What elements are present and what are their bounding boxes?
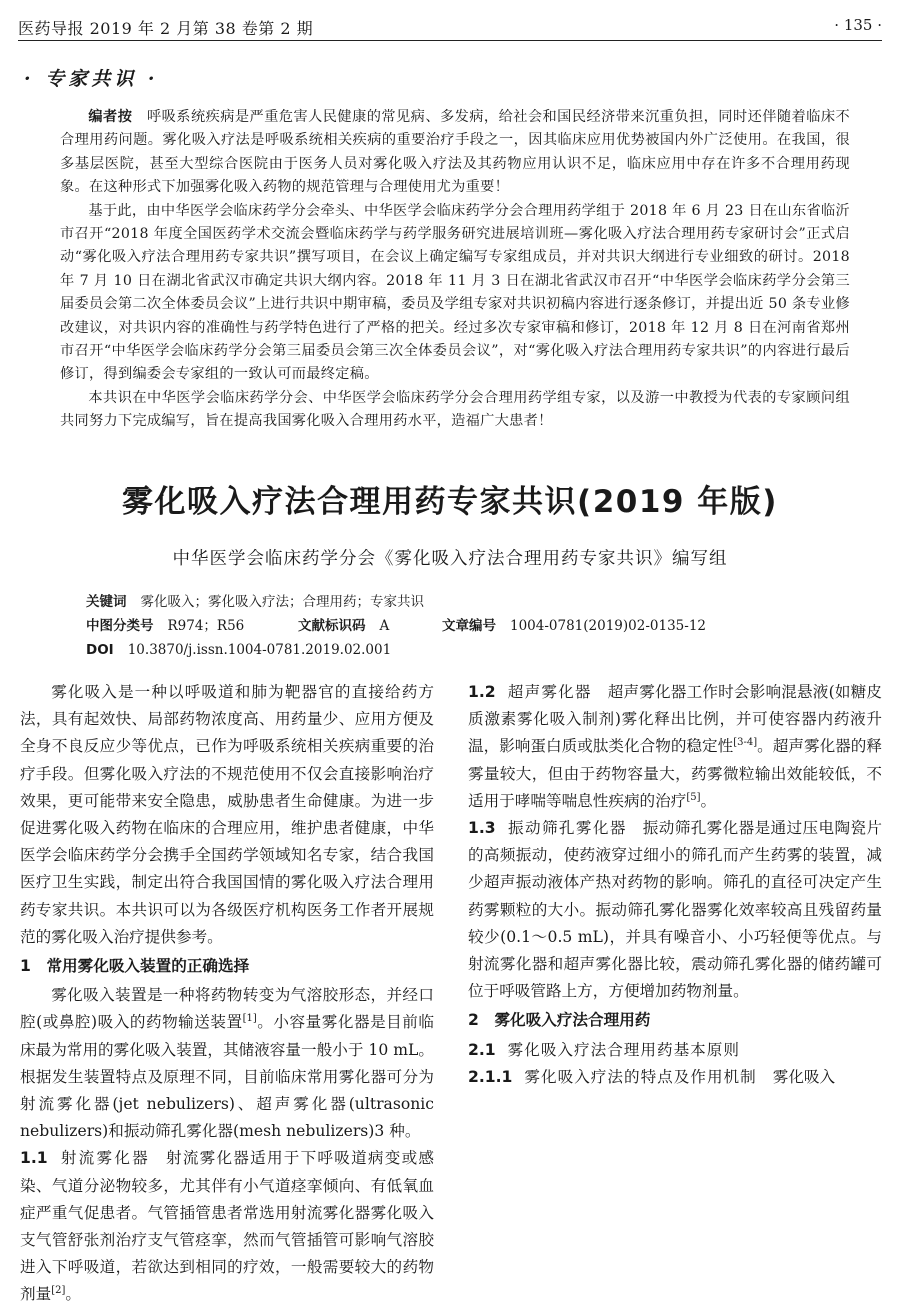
section-1-1-number: 1.1 bbox=[20, 1149, 48, 1168]
section-1-paragraph bbox=[20, 982, 434, 1145]
keywords-row bbox=[86, 590, 826, 614]
section-1-3-number: 1.3 bbox=[468, 819, 496, 838]
clc-label: 中图分类号 bbox=[86, 618, 154, 634]
section-2-1-title: 雾化吸入疗法合理用药基本原则 bbox=[507, 1040, 740, 1059]
section-1-heading: 1 常用雾化吸入装置的正确选择 bbox=[20, 957, 250, 976]
keywords-value: 雾化吸入；雾化吸入疗法；合理用药；专家共识 bbox=[140, 594, 424, 610]
journal-info: 医药导报 2019 年 2 月第 38 卷第 2 期 bbox=[18, 19, 314, 38]
doccode-value: A bbox=[379, 618, 390, 634]
editor-note-paragraph: 本共识在中华医学会临床药学分会、中华医学会临床药学分会合理用药学组专家，以及游一中教授为代表的专家顾问组共同努力下完成编写，旨在提高我国雾化吸入合理用药水平，造福广大患者！ bbox=[60, 389, 850, 430]
section-1-2-end: 。 bbox=[700, 791, 717, 810]
editor-note-text: 呼吸系统疾病是严重危害人民健康的常见病、多发病，给社会和国民经济带来沉重负担，同时还伴随着临床不合理用药问题。雾化吸入疗法是呼吸系统相关疾病的重要治疗手段之一，因其临床应用优势被国内外广泛使用。在我国，很多基层医院，甚至大型综合医院由于医务人员对雾化吸入疗法及其药物应用认识不足，临床应用中存在许多不合理用药现象。在这种形式下加强雾化吸入药物的规范管理与合理使用尤为重要！ bbox=[60, 109, 850, 196]
citation: [5] bbox=[686, 791, 701, 803]
section-2-1-1-title: 雾化吸入疗法的特点及作用机制 bbox=[524, 1067, 757, 1086]
running-header bbox=[18, 10, 882, 41]
article-authors: 中华医学会临床药学分会《雾化吸入疗法合理用药专家共识》编写组 bbox=[172, 549, 728, 569]
section-1-text: 雾化吸入装置是一种将药物转变为气溶胶形态，并经口腔(或鼻腔)吸入的药物输送装置 bbox=[20, 986, 434, 1032]
section-1-2-number: 1.2 bbox=[468, 683, 496, 701]
article-title: 雾化吸入疗法合理用药专家共识(2019 年版) bbox=[122, 484, 778, 520]
keywords-label: 关键词 bbox=[86, 594, 127, 610]
section-2-1-number: 2.1 bbox=[468, 1040, 496, 1059]
section-2-1-1-text: 雾化吸入 bbox=[772, 1067, 836, 1086]
citation: [3-4] bbox=[733, 737, 758, 749]
intro-paragraph: 雾化吸入是一种以呼吸道和肺为靶器官的直接给药方法，具有起效快、局部药物浓度高、用药量少、应用方便及全身不良反应少等优点，已作为呼吸系统相关疾病重要的治疗手段。但雾化吸入疗法的不规范使用不仅会直接影响治疗效果，更可能带来安全隐患，威胁患者生命健康。为进一步促进雾化吸入药物在临床的合理应用，维护患者健康，中华医学会临床药学分会携手全国药学领域知名专家，结合我国医疗卫生实践，制定出符合我国国情的雾化吸入疗法合理用药专家共识。本共识可以为各级医疗机构医务工作者开展规范的雾化吸入治疗提供参考。 bbox=[20, 683, 434, 946]
section-1-1-end: 。 bbox=[65, 1285, 81, 1304]
body-column-right bbox=[468, 679, 882, 1091]
article-meta bbox=[86, 590, 826, 662]
section-1-3-text: 振动筛孔雾化器是通过压电陶瓷片的高频振动，使药液穿过细小的筛孔而产生药雾的装置，减少超声振动液体产热对药物的影响。筛孔的直径可决定产生药雾颗粒的大小。振动筛孔雾化器雾化效率较高且残留药量较少(0.1～0.5 mL)，并具有噪音小、小巧轻便等优点。与射流雾化器和超声雾化器比较，震动筛孔雾化器的储药罐可位于呼吸管路上方，方便增加药物剂量。 bbox=[468, 819, 882, 1001]
classification-row bbox=[86, 614, 826, 638]
section-1-3-title: 振动筛孔雾化器 bbox=[507, 819, 627, 838]
section-2-1-1 bbox=[468, 1064, 882, 1091]
section-1-2-title: 超声雾化器 bbox=[507, 683, 592, 701]
doi-label: DOI bbox=[86, 642, 114, 658]
body-column-left bbox=[20, 679, 434, 1309]
clc-value: R974；R56 bbox=[167, 618, 245, 634]
section-1-3 bbox=[468, 815, 882, 1005]
citation: [2] bbox=[51, 1285, 66, 1297]
editor-note-lead: 编者按 bbox=[88, 109, 133, 125]
section-1-1-text: 射流雾化器适用于下呼吸道病变或感染、气道分泌物较多，尤其伴有小气道痉挛倾向、有低氧血症严重气促患者。气管插管患者常选用射流雾化器雾化吸入支气管舒张剂治疗支气管痉挛，然而气管插管可影响气溶胶进入下呼吸道，若欲达到相同的疗效，一般需要较大的药物剂量 bbox=[20, 1149, 434, 1304]
page-number: · 135 · bbox=[834, 16, 882, 34]
section-1-2 bbox=[468, 679, 882, 815]
editor-note-paragraph: 基于此，由中华医学会临床药学分会牵头、中华医学会临床药学分会合理用药学组于 2018 年 6 月 23 日在山东省临沂市召开“2018 年度全国医药学术交流会暨临床药学与药学服务研究进展培训班—雾化吸入疗法合理用药专家研讨会”正式启动“雾化吸入疗法合理用药专家共识”撰写项目，在会议上确定编写专家组成员，并对共识大纲进行专业细致的研讨。2018 年 7 月 10 日在湖北省武汉市确定共识大纲内容。2018 年 11 月 3 日在湖北省武汉市召开“中华医学会临床药学分会第三届委员会第二次全体委员会议”上进行共识中期审稿，委员及学组专家对共识初稿内容进行逐条修订，并提出近 50 条专业修改建议，对共识内容的准确性与药学特色进行了严格的把关。经过多次专家审稿和修订，2018 年 12 月 8 日在河南省郑州市召开“中华医学会临床药学分会第三届委员会第三次全体委员会议”，对“雾化吸入疗法合理用药专家共识”的内容进行最后修订，得到编委会专家组的一致认可而最终定稿。 bbox=[60, 202, 850, 383]
editor-note-paragraph bbox=[60, 106, 850, 200]
section-1-2-text: 超声雾化器工作时会影响混悬液(如糖皮质激素雾化吸入制剂)雾化释出比例，并可使容器内药液升温，影响蛋白质或肽类化合物的稳定性 bbox=[468, 683, 882, 756]
section-1-1-title: 射流雾化器 bbox=[59, 1149, 150, 1168]
editor-note bbox=[60, 106, 850, 434]
section-label: · 专家共识 · bbox=[24, 68, 159, 90]
doi-row bbox=[86, 638, 826, 662]
section-1-1 bbox=[20, 1145, 434, 1308]
section-2-1 bbox=[468, 1037, 882, 1064]
doccode-label: 文献标识码 bbox=[298, 618, 366, 634]
section-1-text-cont: 。小容量雾化器是目前临床最为常用的雾化吸入装置，其储液容量一般小于 10 mL。根据发生装置特点及原理不同，目前临床常用雾化器可分为射流雾化器(jet nebulizers)、超声雾化器(ultrasonic nebulizers)和振动筛孔雾化器(mesh nebulizers)3 种。 bbox=[20, 1013, 434, 1141]
article-no-value: 1004-0781(2019)02-0135-12 bbox=[510, 618, 707, 634]
section-1-2-text-cont: 。超声雾化器的释雾量较大，但由于药物容量大，药雾微粒输出效能较低，不适用于哮喘等喘息性疾病的治疗 bbox=[468, 737, 882, 810]
article-no-label: 文章编号 bbox=[442, 618, 496, 634]
citation: [1] bbox=[242, 1013, 257, 1025]
doi-value: 10.3870/j.issn.1004-0781.2019.02.001 bbox=[127, 642, 392, 658]
section-2-heading: 2 雾化吸入疗法合理用药 bbox=[468, 1011, 651, 1030]
section-2-1-1-number: 2.1.1 bbox=[468, 1067, 513, 1086]
